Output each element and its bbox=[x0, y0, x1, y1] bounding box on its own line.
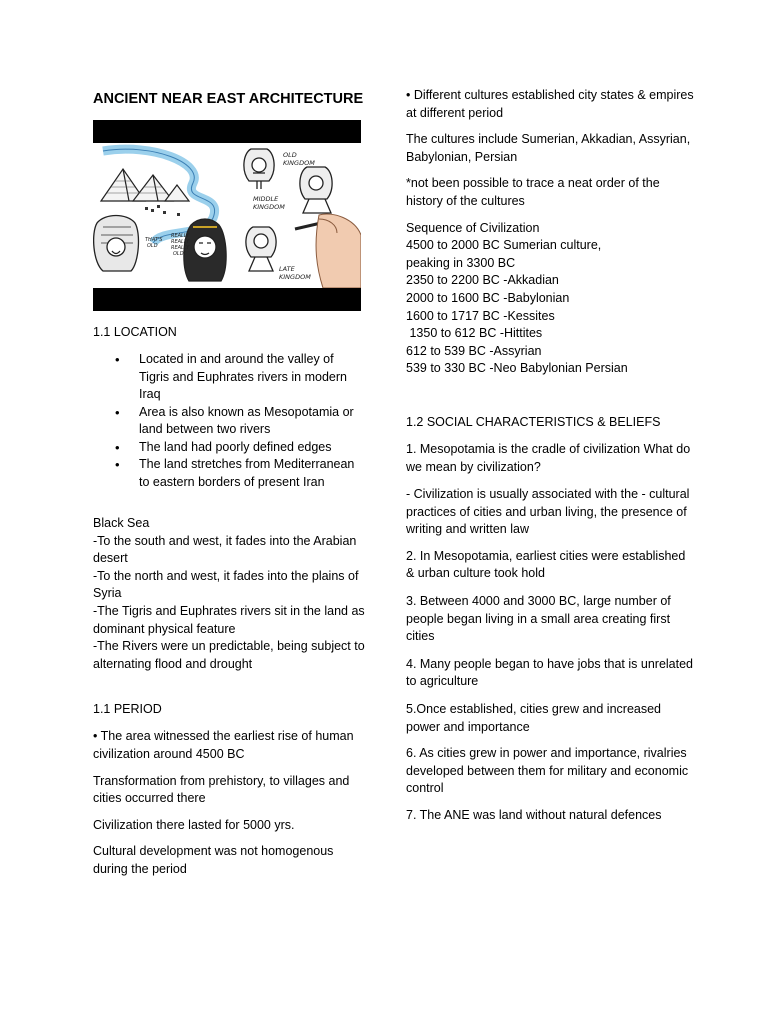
period-paragraph: • The area witnessed the earliest rise of human civilization around 4500 BC bbox=[93, 729, 354, 761]
svg-text:KINGDOM: KINGDOM bbox=[279, 273, 311, 281]
sequence-item: 2350 to 2200 BC -Akkadian bbox=[406, 273, 559, 288]
svg-text:LATE: LATE bbox=[279, 265, 295, 273]
social-item: 1. Mesopotamia is the cradle of civilization What do we mean by civilization? bbox=[406, 441, 691, 474]
svg-text:OLD: OLD bbox=[147, 243, 158, 249]
sequence-heading: Sequence of Civilization bbox=[406, 220, 540, 235]
social-item: 7. The ANE was land without natural defences bbox=[406, 808, 662, 822]
svg-text:REALLY: REALLY bbox=[171, 233, 190, 239]
location-bullet: • The land had poorly defined edges bbox=[93, 439, 365, 457]
location-bullet-list bbox=[93, 351, 365, 491]
svg-text:OLD!: OLD! bbox=[173, 251, 186, 257]
intro-paragraph: The cultures include Sumerian, Akkadian, Assyrian, Babylonian, Persian bbox=[406, 132, 691, 164]
egypt-kingdoms-illustration bbox=[93, 120, 361, 311]
social-item: 4. Many people began to have jobs that is unrelated to agriculture bbox=[406, 656, 694, 689]
intro-paragraph: • Different cultures established city states & empires at different period bbox=[406, 88, 694, 120]
location-line: Black Sea bbox=[93, 516, 150, 530]
social-item: 2. In Mesopotamia, earliest cities were established & urban culture took hold bbox=[406, 548, 686, 581]
left-column bbox=[93, 88, 365, 879]
location-heading: 1.1 LOCATION bbox=[93, 325, 177, 339]
period-paragraph: Transformation from prehistory, to villages and cities occurred there bbox=[93, 773, 350, 806]
svg-text:KINGDOM: KINGDOM bbox=[253, 203, 285, 211]
period-paragraph: Civilization there lasted for 5000 yrs. bbox=[93, 817, 295, 832]
sequence-item: 539 to 330 BC -Neo Babylonian Persian bbox=[406, 361, 628, 376]
location-line: -To the north and west, it fades into the plains of Syria bbox=[93, 568, 359, 601]
social-item: - Civilization is usually associated with the - cultural practices of cities and urban living, the presence of writing and written law bbox=[406, 487, 690, 537]
svg-text:MIDDLE: MIDDLE bbox=[253, 195, 279, 203]
location-line: -The Tigris and Euphrates rivers sit in the land as dominant physical feature bbox=[93, 603, 365, 636]
sketch-drawing bbox=[93, 143, 361, 288]
social-heading: 1.2 SOCIAL CHARACTERISTICS & BELIEFS bbox=[406, 414, 661, 429]
intro-paragraph: *not been possible to trace a neat order of the history of the cultures bbox=[406, 176, 660, 208]
location-line: -To the south and west, it fades into the Arabian desert bbox=[93, 533, 357, 566]
location-line: -The Rivers were un predictable, being subject to alternating flood and drought bbox=[93, 639, 365, 671]
svg-text:REALLY: REALLY bbox=[171, 245, 190, 251]
sequence-item: peaking in 3300 BC bbox=[406, 255, 516, 270]
label-old-kingdom: OLD bbox=[283, 151, 297, 159]
social-item: 6. As cities grew in power and importance, rivalries developed between them for military and economic control bbox=[406, 746, 689, 796]
social-item: 5.Once established, cities grew and increased power and importance bbox=[406, 702, 662, 734]
social-item: 3. Between 4000 and 3000 BC, large number of people began living in a small area creating first cities bbox=[406, 594, 671, 644]
sequence-item: 2000 to 1600 BC -Babylonian bbox=[406, 290, 570, 305]
location-bullet: • Area is also known as Mesopotamia or land between two rivers bbox=[93, 404, 365, 439]
period-paragraph: Cultural development was not homogenous during the period bbox=[93, 844, 334, 876]
sequence-item: 4500 to 2000 BC Sumerian culture, bbox=[406, 238, 602, 253]
svg-text:KINGDOM: KINGDOM bbox=[283, 159, 315, 167]
location-bullet: • The land stretches from Mediterranean to eastern borders of present Iran bbox=[93, 456, 365, 491]
sequence-item: 612 to 539 BC -Assyrian bbox=[406, 343, 542, 358]
page-title: ANCIENT NEAR EAST ARCHITECTURE bbox=[93, 91, 364, 107]
location-details bbox=[93, 515, 365, 673]
period-heading: 1.1 PERIOD bbox=[93, 702, 162, 717]
sequence-item: 1350 to 612 BC -Hittites bbox=[406, 326, 543, 341]
sequence-item: 1600 to 1717 BC -Kessites bbox=[406, 308, 555, 323]
location-bullet: • Located in and around the valley of Tigris and Euphrates rivers in modern Iraq bbox=[93, 351, 365, 404]
svg-text:THAT'S: THAT'S bbox=[145, 237, 163, 243]
svg-text:REALLY: REALLY bbox=[171, 239, 190, 245]
right-column bbox=[406, 87, 696, 825]
